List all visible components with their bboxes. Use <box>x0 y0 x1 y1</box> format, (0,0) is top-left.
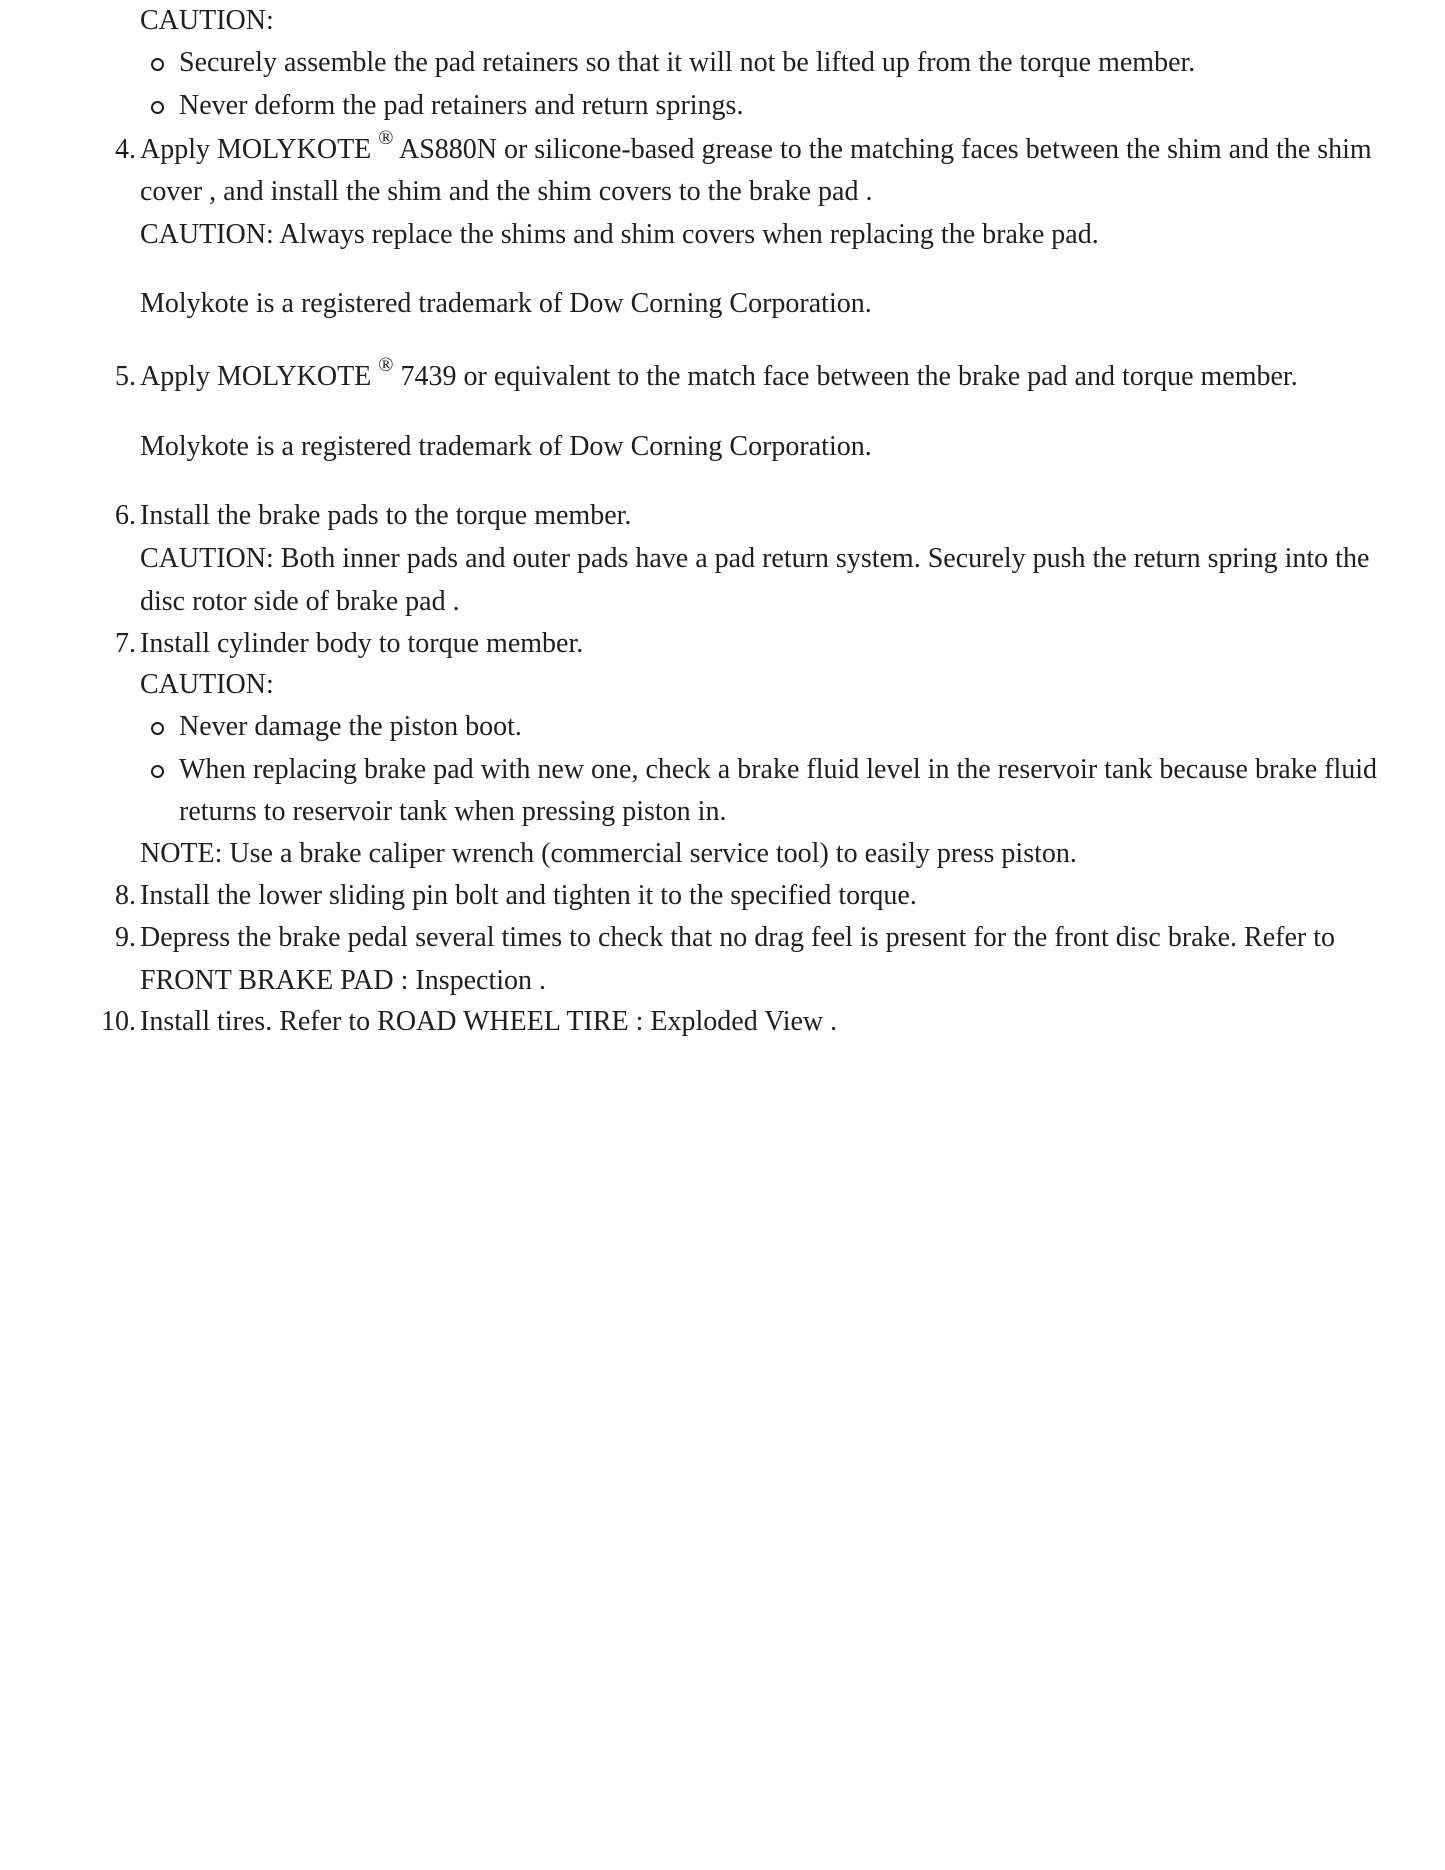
step-9-link[interactable]: FRONT BRAKE PAD : Inspection . <box>140 965 547 996</box>
step-7-bullet: Never damage the piston boot. <box>179 711 522 742</box>
step-number: 8. <box>115 880 136 911</box>
bullet-marker <box>151 101 164 114</box>
step-4-text-a: Apply MOLYKOTE <box>140 134 372 165</box>
caution-bullet: Securely assemble the pad retainers so that it will not be lifted up from the torque member. <box>179 47 1196 78</box>
step-6-text: Install the brake pads to the torque member. <box>140 500 632 531</box>
registered-mark: ® <box>378 126 394 149</box>
step-number: 7. <box>115 628 136 659</box>
step-number: 4. <box>115 134 136 165</box>
step-4-text <box>140 126 1372 166</box>
trademark-note: Molykote is a registered trademark of Dow Corning Corporation. <box>140 431 872 462</box>
step-4-caution: CAUTION: Always replace the shims and shim covers when replacing the brake pad. <box>140 219 1099 250</box>
step-5-text <box>140 353 1298 393</box>
step-4-text-b: AS880N or silicone-based grease to the matching faces between the shim and the shim <box>398 134 1372 165</box>
step-4-text-continued: cover , and install the shim and the shim covers to the brake pad . <box>140 176 873 207</box>
step-number: 10. <box>101 1006 136 1037</box>
step-5-text-b: 7439 or equivalent to the match face between the brake pad and torque member. <box>400 361 1298 392</box>
step-number: 5. <box>115 361 136 392</box>
step-9-text: Depress the brake pedal several times to check that no drag feel is present for the front disc brake. Refer to <box>140 922 1335 953</box>
step-6-caution: CAUTION: Both inner pads and outer pads have a pad return system. Securely push the return spring into the <box>140 543 1370 574</box>
step-7-bullet-continued: returns to reservoir tank when pressing piston in. <box>179 796 727 827</box>
step-5-text-a: Apply MOLYKOTE <box>140 361 372 392</box>
step-7-text: Install cylinder body to torque member. <box>140 628 584 659</box>
caution-label: CAUTION: <box>140 5 274 36</box>
step-number: 6. <box>115 500 136 531</box>
step-7-bullet: When replacing brake pad with new one, check a brake fluid level in the reservoir tank because brake fluid <box>179 754 1378 785</box>
step-7-caution-label: CAUTION: <box>140 669 274 700</box>
step-10-text[interactable]: Install tires. Refer to ROAD WHEEL TIRE : Exploded View . <box>140 1006 838 1037</box>
step-6-caution-continued: disc rotor side of brake pad . <box>140 586 460 617</box>
bullet-marker <box>151 765 164 778</box>
trademark-note: Molykote is a registered trademark of Dow Corning Corporation. <box>140 288 872 319</box>
bullet-marker <box>151 722 164 735</box>
step-8-text: Install the lower sliding pin bolt and tighten it to the specified torque. <box>140 880 917 911</box>
caution-bullet: Never deform the pad retainers and return springs. <box>179 90 744 121</box>
registered-mark: ® <box>378 353 394 376</box>
bullet-marker <box>151 58 164 71</box>
step-number: 9. <box>115 922 136 953</box>
step-7-note: NOTE: Use a brake caliper wrench (commercial service tool) to easily press piston. <box>140 838 1077 869</box>
